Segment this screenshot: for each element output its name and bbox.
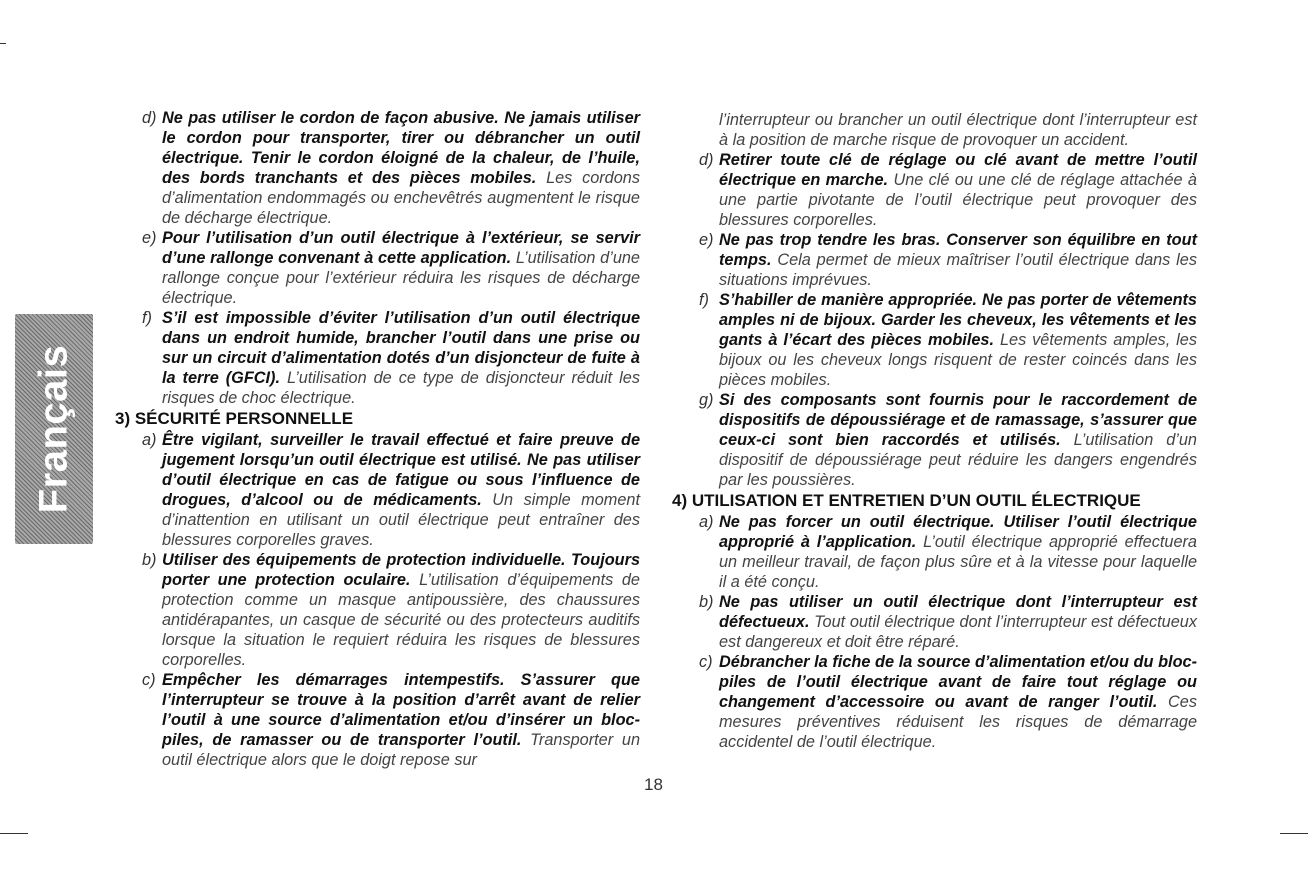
item-body: L’utilisation d’une rallonge conçue pour l’extérieur réduira les risques de décharge électrique. [162,249,640,307]
item-letter: a) [699,513,714,531]
list-item [115,228,640,308]
item-heading: Utiliser des équipements de protection individuelle. Toujours porter une protection oculaire. [162,551,640,589]
item-letter: c) [142,671,156,689]
list-item [672,230,1197,290]
crop-mark [1280,833,1308,834]
list-item [672,652,1197,752]
item-letter: f) [142,309,152,327]
item-body: Les cordons d’alimentation endommagés ou enchevêtrés augmentent le risque de décharge électrique. [162,169,640,227]
item-body: Cela permet de mieux maîtriser l’outil électrique dans les situations imprévues. [719,251,1197,289]
list-item [115,108,640,228]
crop-mark [0,43,6,44]
left-column [115,108,640,770]
item-heading: Ne pas forcer un outil électrique. Utiliser l’outil électrique approprié à l’application. [719,513,1197,551]
item-letter: e) [142,229,157,247]
list-item [672,390,1197,490]
item-heading: Ne pas trop tendre les bras. Conserver son équilibre en tout temps. [719,231,1197,269]
item-letter: b) [699,593,714,611]
item-body: L’outil électrique approprié effectuera un meilleur travail, de façon plus sûre et à la vitesse pour laquelle il a été conçu. [719,533,1197,591]
item-heading: Être vigilant, surveiller le travail effectué et faire preuve de jugement lorsqu’un outil électrique est utilisé. Ne pas utiliser d’outil électrique en cas de fatigue ou sous l’influence de drogues, d’alcool ou de médicaments. [162,431,640,509]
list-item [115,670,640,770]
section-heading: 3) SÉCURITÉ PERSONNELLE [115,409,354,428]
item-heading: Pour l’utilisation d’un outil électrique à l’extérieur, se servir d’une rallonge convenant à cette application. [162,229,640,267]
language-side-tab [15,314,93,544]
item-letter: c) [699,653,713,671]
item-heading: Ne pas utiliser le cordon de façon abusive. Ne jamais utiliser le cordon pour transporter, tirer ou débrancher un outil électrique. Tenir le cordon éloigné de la chaleur, de l’huile, des bords tranchants et des pièces mobiles. [162,109,640,187]
list-item [672,150,1197,230]
item-body: Une clé ou une clé de réglage attachée à une partie pivotante de l’outil électrique peut provoquer des blessures corporelles. [719,171,1197,229]
item-body: Un simple moment d’inattention en utilisant un outil électrique peut entraîner des blessures corporelles graves. [162,491,640,549]
item-heading: S’il est impossible d’éviter l’utilisation d’un outil électrique dans un endroit humide, brancher l’outil dans une prise ou sur un circuit d’alimentation dotés d’un disjoncteur de fuite à la terre (GFCI). [162,309,640,387]
list-item [115,550,640,670]
item-letter: a) [142,431,157,449]
item-heading: Retirer toute clé de réglage ou clé avant de mettre l’outil électrique en marche. [719,151,1197,189]
list-item [115,430,640,550]
item-letter: b) [142,551,157,569]
item-heading: Si des composants sont fournis pour le raccordement de dispositifs de dépoussiérage et de ramassage, s’assurer que ceux-ci sont bien raccordés et utilisés. [719,391,1197,449]
right-column [672,110,1197,752]
item-letter: d) [699,151,714,169]
item-body: Les vêtements amples, les bijoux ou les cheveux longs risquent de rester coincés dans les pièces mobiles. [719,331,1197,389]
item-letter: d) [142,109,157,127]
list-item [672,592,1197,652]
item-heading: Empêcher les démarrages intempestifs. S’assurer que l’interrupteur se trouve à la position d’arrêt avant de relier l’outil à une source d’alimentation et/ou d’insérer un bloc-piles, de ramasser ou de transporter l’outil. [162,671,640,749]
item-body: L’utilisation d’équipements de protection comme un masque antipoussière, des chaussures antidérapantes, un casque de sécurité ou des protecteurs auditifs lorsque la situation le requiert réduira les risques de blessures corporelles. [162,571,640,669]
item-letter: f) [699,291,709,309]
page-number: 18 [644,775,663,794]
item-heading: S’habiller de manière appropriée. Ne pas porter de vêtements amples ni de bijoux. Garder les cheveux, les vêtements et les gants à l’écart des pièces mobiles. [719,291,1197,349]
item-heading: Débrancher la fiche de la source d’alimentation et/ou du bloc-piles de l’outil électrique avant de faire tout réglage ou changement d’accessoire ou avant de ranger l’outil. [719,653,1197,711]
list-item [672,290,1197,390]
list-item [115,308,640,408]
section-heading: 4) UTILISATION ET ENTRETIEN D’UN OUTIL ÉLECTRIQUE [672,491,1141,510]
item-letter: g) [699,391,714,409]
item-letter: e) [699,231,714,249]
continued-text: l’interrupteur ou brancher un outil électrique dont l’interrupteur est à la position de marche risque de provoquer un accident. [719,111,1197,149]
item-body: Ces mesures préventives réduisent les risques de démarrage accidentel de l’outil électrique. [719,693,1197,751]
language-tab-label: Français [31,344,76,514]
list-item [672,512,1197,592]
crop-mark [0,833,28,834]
item-body: L’utilisation de ce type de disjoncteur réduit les risques de choc électrique. [162,369,640,407]
item-body: Transporter un outil électrique alors que le doigt repose sur [162,731,640,769]
item-body: Tout outil électrique dont l’interrupteur est défectueux est dangereux et doit être réparé. [719,613,1197,651]
item-heading: Ne pas utiliser un outil électrique dont l’interrupteur est défectueux. [719,593,1197,631]
item-body: L’utilisation d’un dispositif de dépoussiérage peut réduire les dangers engendrés par les poussières. [719,431,1197,489]
